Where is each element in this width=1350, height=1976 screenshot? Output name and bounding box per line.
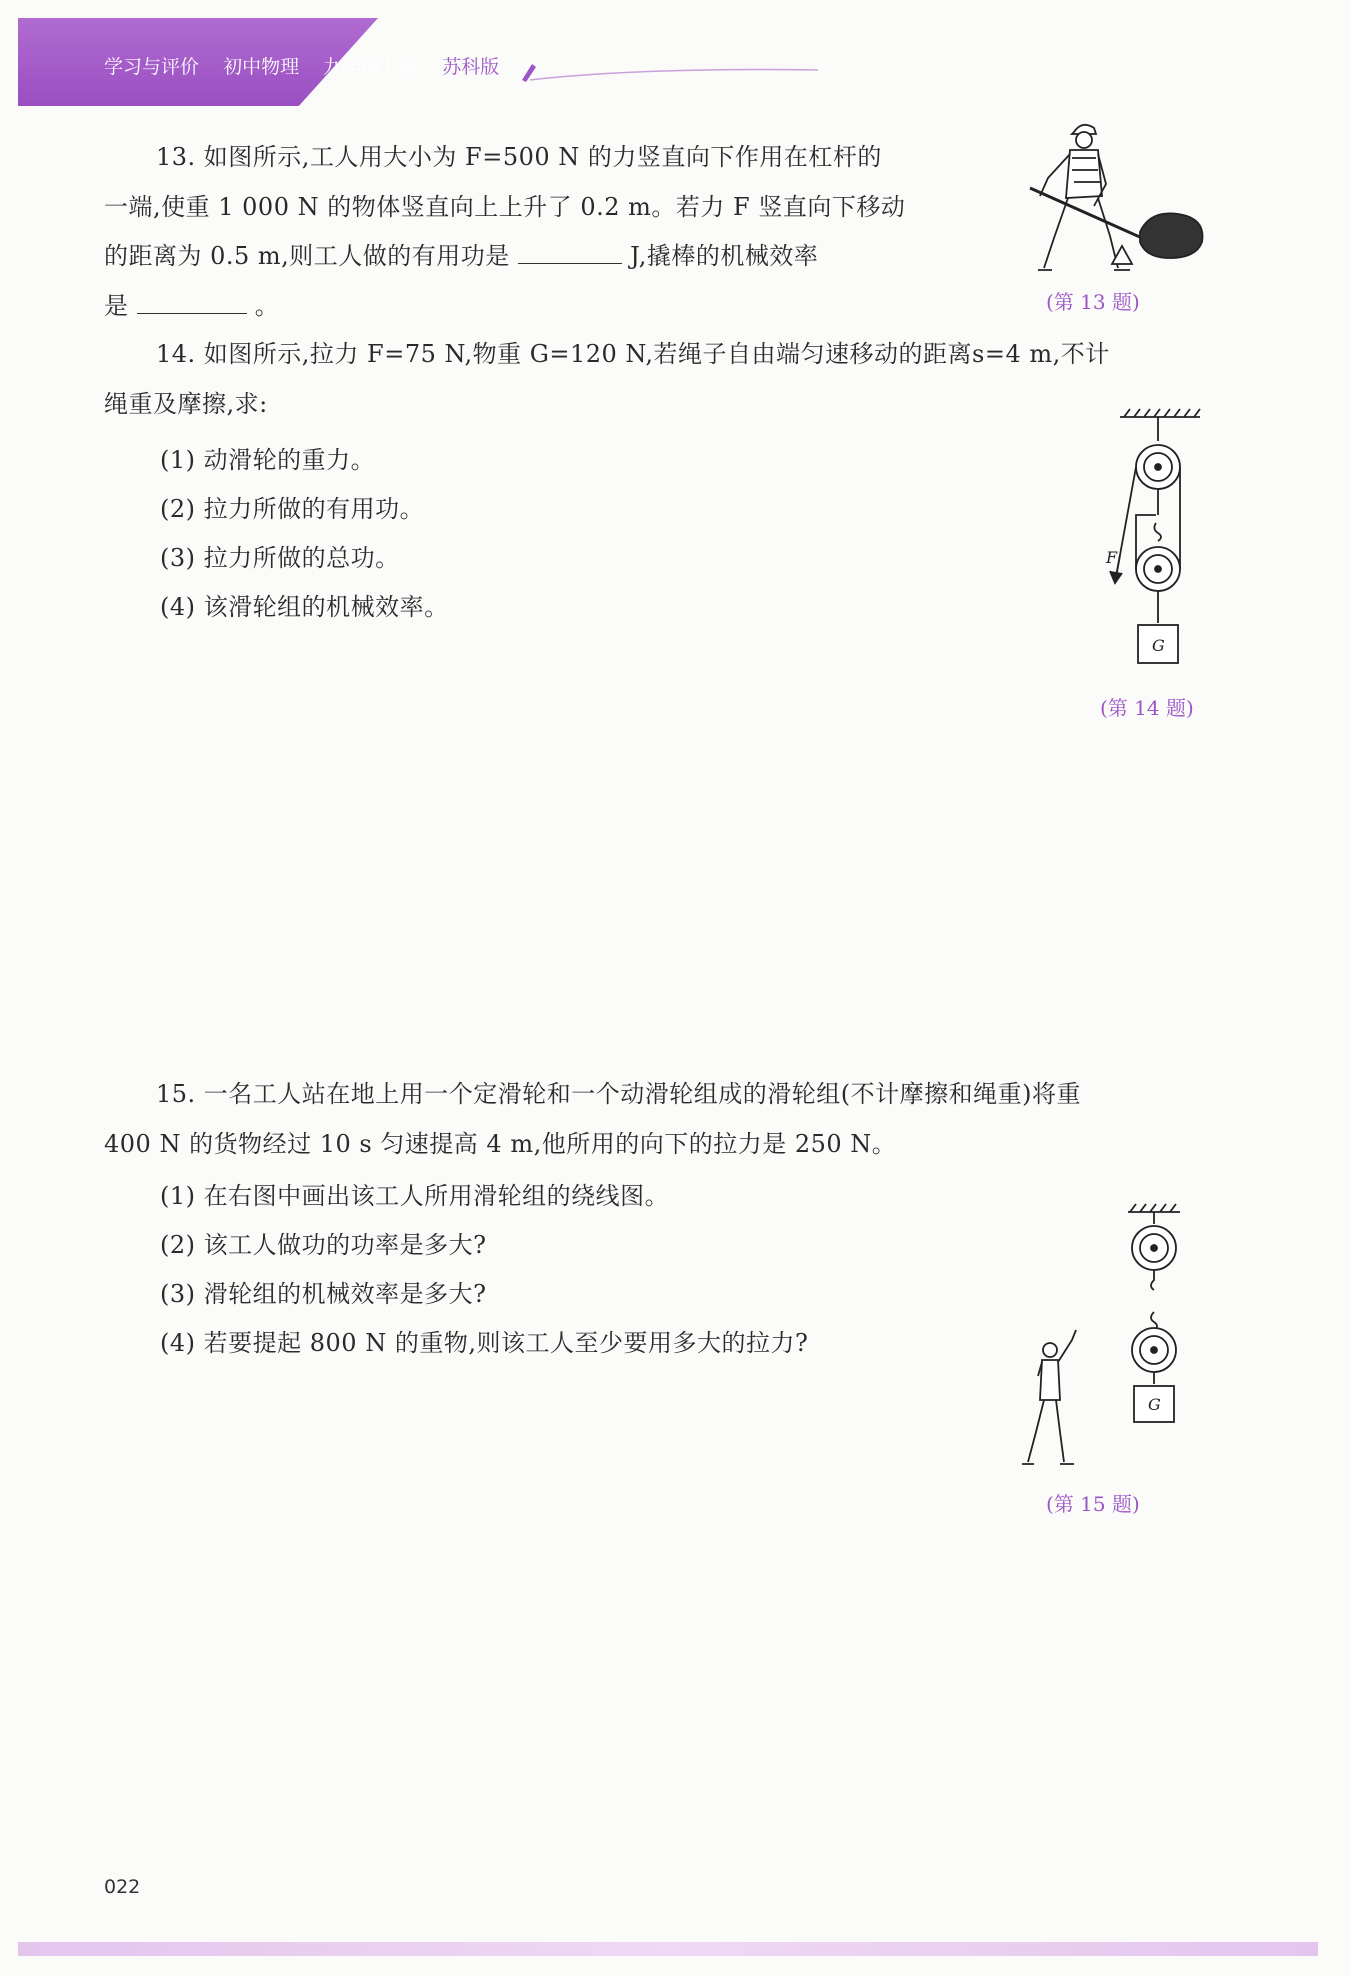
q14-part-3: (3) 拉力所做的总功。 <box>160 544 400 572</box>
q15-part-2: (2) 该工人做功的功率是多大? <box>160 1231 487 1259</box>
q13-blank-useful-work[interactable] <box>518 262 622 264</box>
page-number: 022 <box>104 1876 141 1898</box>
q13-line-1: 13. 如图所示,工人用大小为 F=500 N 的力竖直向下作用在杠杆的 <box>156 143 882 171</box>
q14-part-4: (4) 该滑轮组的机械效率。 <box>160 593 449 621</box>
q14-part-2: (2) 拉力所做的有用功。 <box>160 495 425 523</box>
question-15 <box>104 1070 1081 1169</box>
header-series: 学习与评价 <box>104 56 200 78</box>
header-subject: 初中物理 <box>223 56 300 78</box>
pen-icon <box>520 58 820 84</box>
header-title <box>104 52 505 79</box>
question-13 <box>104 133 905 331</box>
q14-line-1: 14. 如图所示,拉力 F=75 N,物重 G=120 N,若绳子自由端匀速移动的距离s=4 m,不计 <box>156 340 1110 368</box>
q13-line-3 <box>104 232 905 282</box>
footer-band <box>18 1942 1318 1956</box>
weight-label-15: G <box>1148 1395 1161 1414</box>
q14-part-1: (1) 动滑轮的重力。 <box>160 446 376 474</box>
q13-line-2: 一端,使重 1 000 N 的物体竖直向上上升了 0.2 m。若力 F 竖直向下移动 <box>104 192 906 221</box>
q14-figure-caption: (第 14 题) <box>1100 696 1194 720</box>
q13-line-4 <box>104 282 905 332</box>
pulley-system-figure-14 <box>1100 405 1210 675</box>
q13-line-4-post: 。 <box>254 291 280 320</box>
q13-figure-caption: (第 13 题) <box>1046 290 1140 314</box>
q13-line-4-pre: 是 <box>104 291 129 320</box>
weight-label: G <box>1152 636 1165 655</box>
force-label: F <box>1106 548 1118 567</box>
q15-part-1: (1) 在右图中画出该工人所用滑轮组的绕线图。 <box>160 1182 670 1210</box>
worker-lever-figure <box>1010 118 1210 283</box>
q13-blank-efficiency[interactable] <box>137 312 247 314</box>
question-14 <box>104 330 1110 429</box>
q15-part-4: (4) 若要提起 800 N 的重物,则该工人至少要用多大的拉力? <box>160 1329 809 1357</box>
q15-line-2: 400 N 的货物经过 10 s 匀速提高 4 m,他所用的向下的拉力是 250 N。 <box>104 1129 897 1158</box>
q13-line-3-pre: 的距离为 0.5 m,则工人做的有用功是 <box>104 242 510 270</box>
q14-line-2: 绳重及摩擦,求: <box>104 389 268 418</box>
pulley-worker-figure-15 <box>1020 1200 1200 1480</box>
header-edition: 苏科版 <box>442 56 500 78</box>
q15-part-3: (3) 滑轮组的机械效率是多大? <box>160 1280 487 1308</box>
q15-figure-caption: (第 15 题) <box>1046 1492 1140 1516</box>
q15-line-1: 15. 一名工人站在地上用一个定滑轮和一个动滑轮组成的滑轮组(不计摩擦和绳重)将重 <box>156 1080 1082 1108</box>
q13-line-3-post: J,撬棒的机械效率 <box>630 242 819 270</box>
header-grade: 九年级上册 <box>323 56 419 78</box>
